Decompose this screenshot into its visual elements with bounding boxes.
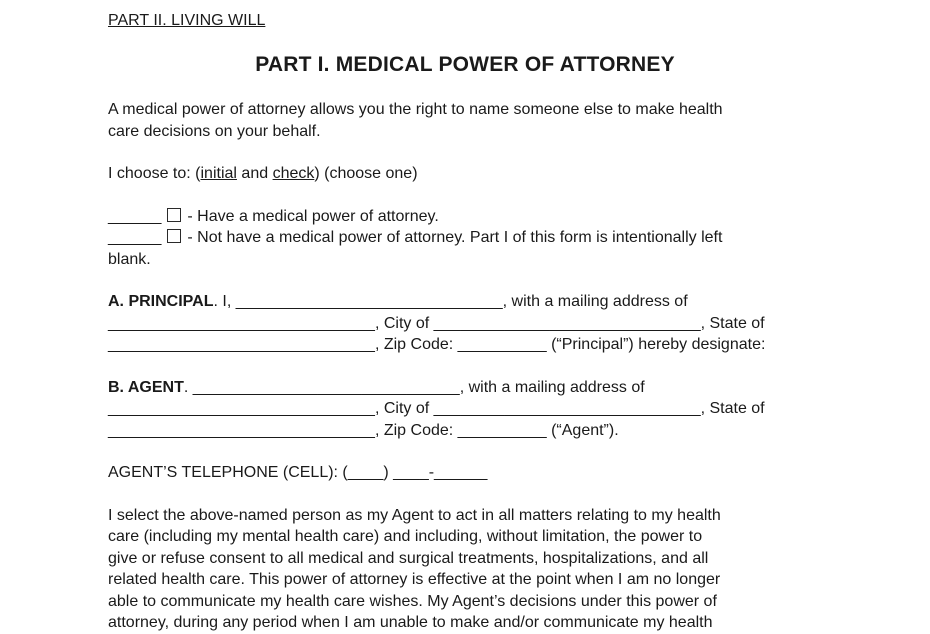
text-line: care decisions on your behalf. <box>108 122 321 140</box>
option-not-have-continuation: blank. <box>108 250 151 268</box>
agent-line3: ______________________________, Zip Code: __________ (“Agent”). <box>108 421 619 439</box>
intro-paragraph <box>108 99 822 142</box>
agent-line1: . ______________________________, with a mailing address of <box>183 378 645 396</box>
principal-line3: ______________________________, Zip Code: __________ (“Principal”) hereby designate: <box>108 336 766 353</box>
text-line: A medical power of attorney allows you the right to name someone else to make health <box>108 101 723 118</box>
text-line: able to communicate my health care wishes. My Agent’s decisions under this power of <box>108 592 717 610</box>
text-line: I select the above-named person as my Agent to act in all matters relating to my health <box>108 506 721 524</box>
text-line: give or refuse consent to all medical and surgical treatments, hospitalizations, and all <box>108 549 709 567</box>
choose-prefix: I choose to: ( <box>108 165 201 182</box>
agent-label: B. AGENT <box>108 378 184 396</box>
page-title: PART I. MEDICAL POWER OF ATTORNEY <box>255 53 675 76</box>
agent-telephone-text: AGENT’S TELEPHONE (CELL): (____) ____-______ <box>108 464 488 481</box>
option-not-have-label: - Not have a medical power of attorney. Part I of this form is intentionally left <box>187 229 723 246</box>
part2-heading: PART II. LIVING WILL <box>108 12 266 29</box>
part2-heading-row <box>108 10 822 31</box>
text-line <box>108 163 822 185</box>
initial-blank-not-have[interactable]: ______ <box>108 229 162 246</box>
choose-between: and <box>236 165 273 182</box>
agent-section <box>108 377 822 442</box>
option-have-row <box>108 206 822 228</box>
initial-blank-have[interactable]: ______ <box>108 207 162 225</box>
principal-line2: ______________________________, City of ______________________________, State of <box>108 314 765 332</box>
text-line: care (including my mental health care) and including, without limitation, the power to <box>108 528 703 545</box>
choose-instruction <box>108 163 822 185</box>
check-underlined-word: check <box>272 165 315 182</box>
option-not-have-row <box>108 227 822 249</box>
initial-underlined-word: initial <box>200 165 237 182</box>
selection-paragraph <box>108 505 822 634</box>
text-line: related health care. This power of attorney is effective at the point when I am no longer <box>108 571 721 588</box>
agent-telephone-line <box>108 462 822 484</box>
agent-line2: ______________________________, City of ______________________________, State of <box>108 400 765 417</box>
choose-suffix: ) (choose one) <box>314 165 418 182</box>
checkbox-have[interactable] <box>167 208 181 222</box>
principal-section <box>108 291 822 356</box>
text-line <box>108 377 822 399</box>
principal-label: A. PRINCIPAL <box>108 293 214 310</box>
text-line <box>108 291 822 313</box>
text-line: attorney, during any period when I am unable to make and/or communicate my health <box>108 614 713 631</box>
option-have-label: - Have a medical power of attorney. <box>187 207 439 225</box>
options-block <box>108 206 822 271</box>
checkbox-not-have[interactable] <box>167 229 181 243</box>
principal-line1: . I, ______________________________, with a mailing address of <box>213 293 688 310</box>
